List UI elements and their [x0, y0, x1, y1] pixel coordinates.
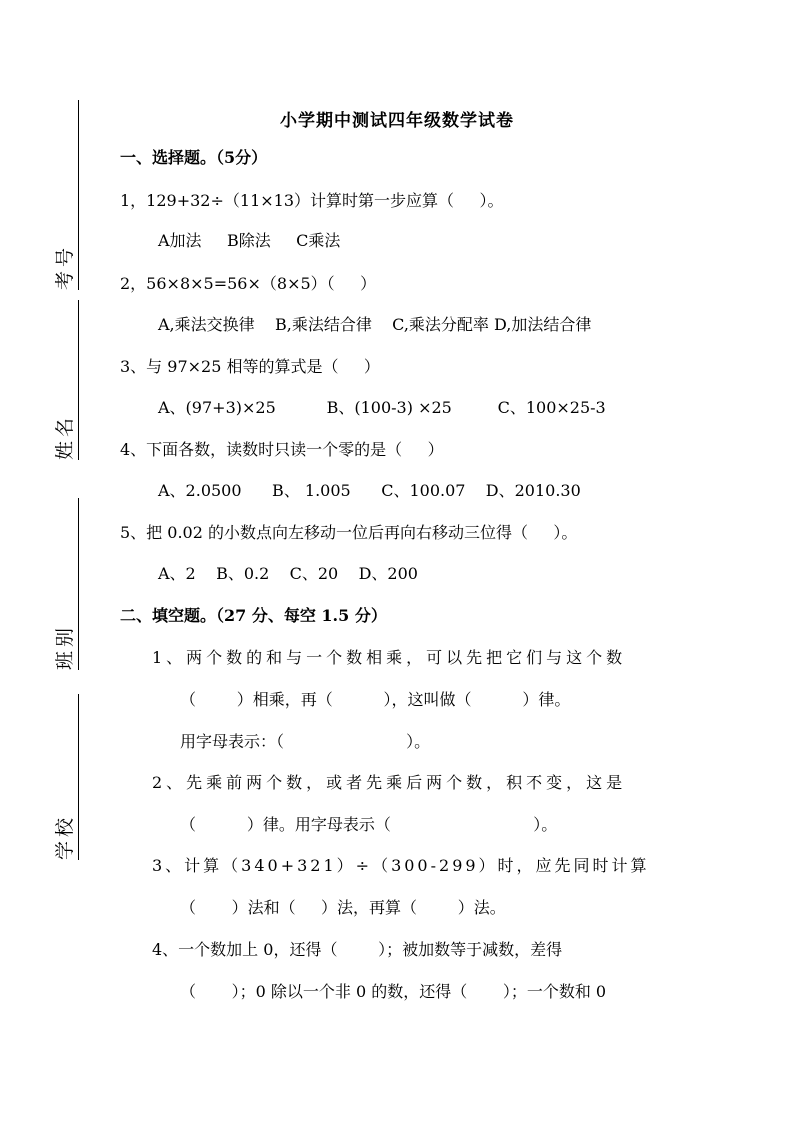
school-label: 学校	[54, 813, 76, 860]
q3-options: A、(97+3)×25 B、(100-3) ×25 C、100×25-3	[158, 398, 606, 417]
fill-q2-line2: （ ）律。用字母表示（ ）。	[180, 815, 558, 834]
school-blank	[78, 694, 79, 860]
q5-options: A、2 B、0.2 C、20 D、200	[158, 564, 418, 583]
fill-q2-line1: 2、先乘前两个数，或者先乘后两个数，积不变，这是	[152, 773, 627, 792]
q4-stem: 4、下面各数，读数时只读一个零的是（ ）	[120, 440, 444, 459]
fill-q1-line2: （ ）相乘，再（ ），这叫做（ ）律。	[180, 690, 571, 709]
school-field	[54, 694, 80, 860]
fill-q4-line1: 4、一个数加上 0，还得（ ）；被加数等于减数，差得	[152, 940, 563, 959]
section1-heading: 一、选择题。（5分）	[120, 148, 268, 167]
fill-q3-line1: 3、计算（340+321）÷（300-299）时，应先同时计算	[152, 856, 650, 875]
exam-no-label: 考号	[54, 243, 76, 290]
q5-stem: 5、把 0.02 的小数点向左移动一位后再向右移动三位得（ ）。	[120, 523, 578, 542]
name-label: 姓名	[54, 413, 76, 460]
q1-stem: 1，129+32÷（11×13）计算时第一步应算（ ）。	[120, 191, 504, 210]
name-blank	[78, 300, 79, 460]
fill-q3-line2: （ ）法和（ ）法，再算（ ）法。	[180, 898, 506, 917]
fill-q4-line2: （ ）；0 除以一个非 0 的数，还得（ ）；一个数和 0	[180, 982, 607, 1001]
q4-options: A、2.0500 B、 1.005 C、100.07 D、2010.30	[158, 481, 581, 500]
q2-stem: 2，56×8×5=56×（8×5）（ ）	[120, 274, 377, 293]
q1-options: A加法 B除法 C乘法	[158, 231, 341, 250]
q3-stem: 3、与 97×25 相等的算式是（ ）	[120, 357, 380, 376]
page-title: 小学期中测试四年级数学试卷	[280, 111, 514, 131]
q2-options: A,乘法交换律 B,乘法结合律 C,乘法分配率 D,加法结合律	[158, 315, 592, 334]
name-field	[54, 300, 80, 460]
class-field	[54, 498, 80, 670]
class-label: 班别	[54, 623, 76, 670]
class-blank	[78, 498, 79, 670]
section2-heading: 二、填空题。（27 分、每空 1.5 分）	[120, 606, 387, 625]
fill-q1-line3: 用字母表示：（ ）。	[180, 732, 431, 751]
fill-q1-line1: 1、两个数的和与一个数相乘，可以先把它们与这个数	[152, 648, 627, 667]
